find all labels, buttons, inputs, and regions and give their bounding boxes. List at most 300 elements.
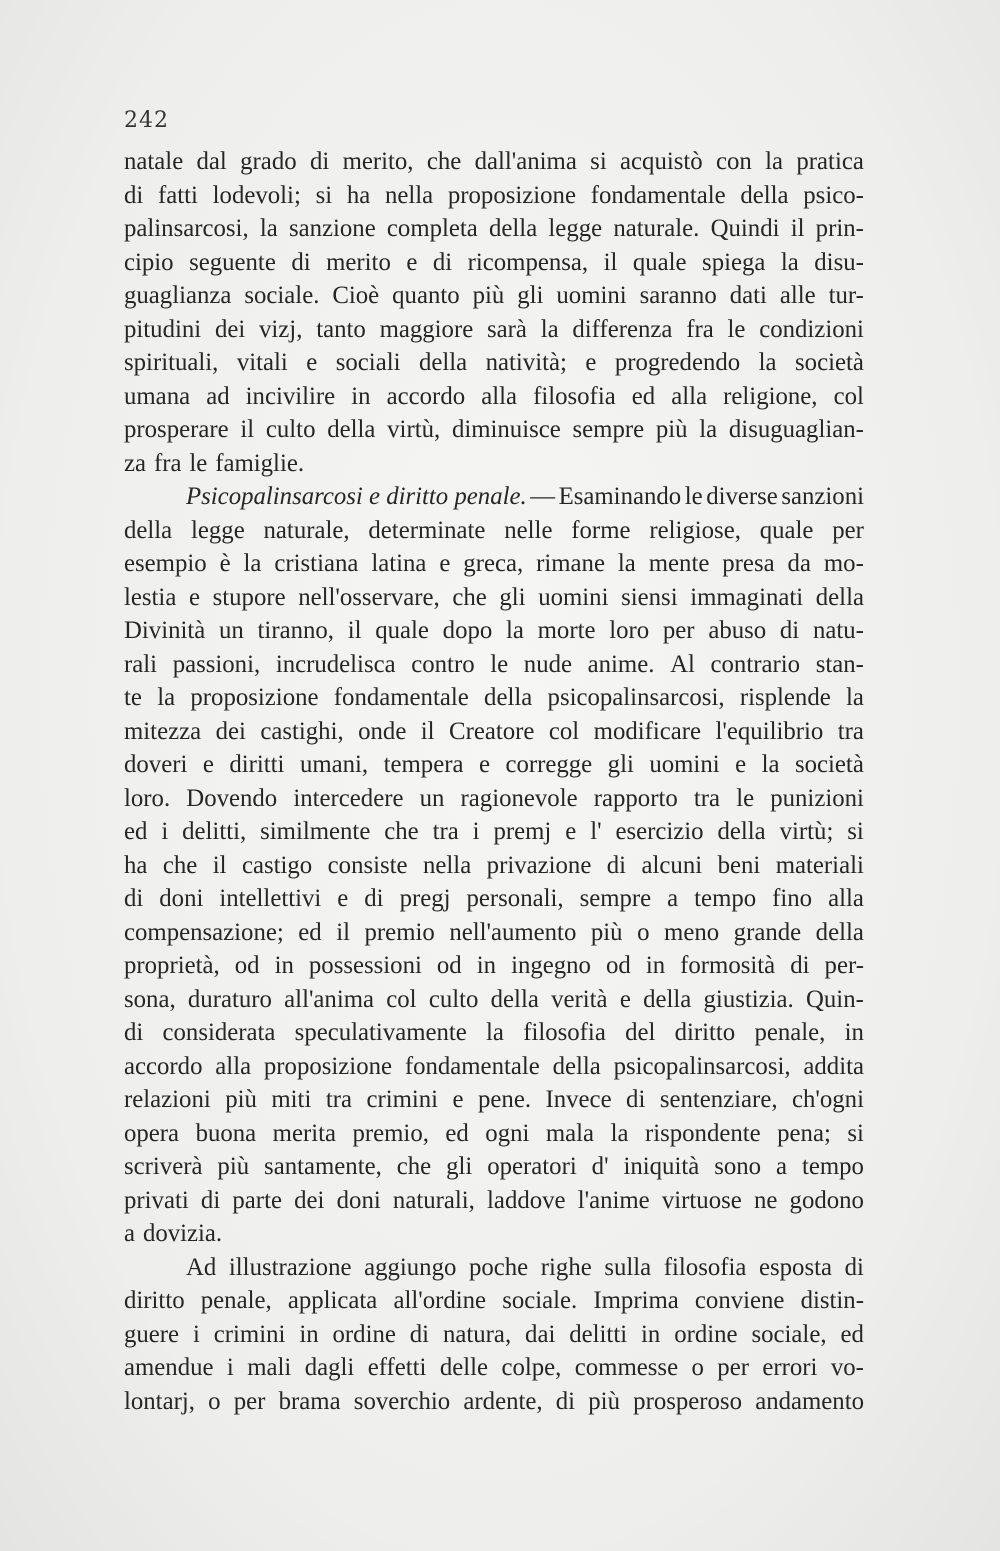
- word: l'anime: [577, 1186, 650, 1214]
- word: la: [540, 315, 559, 343]
- word: prin-: [815, 215, 864, 242]
- word: seguente: [189, 248, 276, 276]
- word: sanzione: [288, 215, 376, 242]
- word: alla: [215, 1052, 252, 1080]
- word: quale: [375, 617, 429, 644]
- word: delle: [439, 1354, 489, 1381]
- word: Ad: [186, 1253, 217, 1281]
- word: a: [775, 1153, 787, 1180]
- word: ricompensa,: [467, 248, 589, 276]
- word: privati: [124, 1186, 189, 1214]
- word: di: [291, 248, 311, 276]
- word: ardente,: [463, 1387, 543, 1415]
- word: od: [234, 952, 260, 979]
- word: Quin-: [806, 985, 864, 1013]
- word: della: [717, 818, 766, 845]
- word: tra: [693, 784, 721, 812]
- word: da: [787, 550, 811, 577]
- word: penale,: [754, 1019, 826, 1046]
- word: pregj: [399, 885, 451, 912]
- word: miti: [271, 1086, 312, 1113]
- word: mente: [648, 550, 710, 577]
- word: il: [603, 248, 618, 276]
- word: e: [478, 751, 490, 778]
- text-line: [124, 782, 864, 816]
- word: e: [565, 818, 577, 845]
- word: colpe,: [501, 1354, 562, 1381]
- word: di: [790, 952, 810, 979]
- word: illustrazione: [228, 1253, 352, 1281]
- word: sona,: [124, 985, 176, 1013]
- word: errori: [762, 1354, 818, 1381]
- word: dall'anima: [474, 148, 577, 175]
- word: naturale,: [263, 516, 350, 544]
- word: che: [426, 148, 462, 175]
- word: diritto: [674, 1019, 736, 1046]
- word: quanto: [392, 282, 460, 309]
- word: della: [815, 918, 864, 946]
- word: psicopalinsarcosi,: [613, 1052, 791, 1080]
- word: Divinità: [124, 617, 206, 644]
- word: diverse: [706, 483, 778, 510]
- word: famiglie.: [215, 449, 305, 477]
- word: il: [790, 215, 805, 242]
- word: privazione: [486, 851, 592, 879]
- word: più: [588, 1387, 620, 1415]
- word: godono: [789, 1186, 864, 1214]
- text-line: [124, 1016, 864, 1050]
- word: od: [605, 952, 631, 979]
- word: andamento: [755, 1387, 864, 1415]
- word: sulla: [604, 1253, 652, 1281]
- word: applicata: [287, 1287, 378, 1314]
- word: guaglianza: [124, 282, 232, 309]
- word: meno: [664, 918, 720, 946]
- word: greca,: [463, 550, 524, 577]
- word: dei: [214, 315, 246, 343]
- word: anime.: [587, 650, 655, 678]
- word: delitti: [569, 1320, 628, 1348]
- word: quale: [759, 516, 814, 544]
- word: uomini: [538, 583, 609, 611]
- word: consiste: [327, 851, 408, 879]
- word: della: [484, 684, 533, 711]
- word: corregge: [505, 751, 593, 778]
- word: compensazione;: [124, 918, 284, 946]
- word: sociali: [335, 349, 401, 376]
- word: e: [439, 550, 451, 577]
- word: gli: [517, 282, 544, 309]
- word: l'equilibrio: [715, 717, 824, 745]
- word: e: [585, 349, 597, 376]
- word: sanzioni: [781, 483, 864, 510]
- word: è: [219, 550, 231, 577]
- word: si: [847, 818, 864, 845]
- word: merita: [272, 1119, 336, 1147]
- word: duraturo: [187, 985, 272, 1013]
- word: distin-: [800, 1287, 864, 1314]
- word: sociale.: [502, 1287, 578, 1314]
- word: e: [202, 751, 214, 778]
- word: passioni,: [172, 650, 261, 678]
- word: fondamentale: [333, 684, 469, 711]
- text-line: [124, 882, 864, 916]
- word: in: [476, 952, 497, 979]
- word: ragionevole: [460, 784, 578, 812]
- word: che: [162, 851, 198, 879]
- word: pena;: [777, 1119, 831, 1147]
- word: le: [490, 650, 509, 678]
- word: di: [409, 1320, 430, 1348]
- word: la: [157, 684, 176, 711]
- word: la: [259, 215, 278, 242]
- text-line: [124, 648, 864, 682]
- text-line: [124, 480, 864, 514]
- word: doni: [159, 885, 204, 912]
- word: di: [555, 1387, 576, 1415]
- word: filosofia: [523, 1019, 606, 1046]
- word: per: [832, 516, 864, 544]
- word: righe: [540, 1253, 592, 1281]
- word: accordo: [124, 1052, 203, 1080]
- text-line: [124, 145, 864, 179]
- word: un: [219, 617, 244, 644]
- word: premj: [493, 818, 552, 845]
- word: dopo: [442, 617, 493, 644]
- word: Imprima: [593, 1287, 679, 1314]
- word: loro: [609, 617, 650, 644]
- word: prosperare: [124, 416, 229, 443]
- word: col: [833, 382, 864, 410]
- word: uomini: [556, 282, 627, 309]
- word: contro: [411, 650, 475, 678]
- text-line: [124, 1083, 864, 1117]
- word: e: [337, 885, 349, 912]
- word: tanto: [316, 315, 366, 343]
- word: e: [306, 349, 318, 376]
- word: religione,: [723, 382, 818, 410]
- word: spiega: [702, 248, 766, 276]
- word: progredendo: [614, 349, 741, 376]
- word: incrudelisca: [275, 650, 396, 678]
- word: proposizione: [447, 181, 576, 209]
- word: acquistò: [620, 148, 703, 175]
- word: dati: [729, 282, 767, 309]
- word: di: [432, 248, 453, 276]
- word: la: [765, 148, 784, 175]
- word: all'anima: [284, 985, 375, 1013]
- text-line: [124, 179, 864, 213]
- word: un: [419, 784, 445, 812]
- word: la: [610, 1119, 629, 1147]
- word: doveri: [124, 751, 188, 778]
- word: dei: [294, 1186, 325, 1214]
- word: di: [779, 617, 800, 644]
- word: te: [124, 684, 142, 711]
- word: rapporto: [593, 784, 678, 812]
- text-line: [124, 614, 864, 648]
- word: e: [735, 751, 747, 778]
- word: fatti: [158, 181, 198, 209]
- word: personali,: [466, 885, 564, 912]
- word: Quindi: [710, 215, 780, 242]
- word: relazioni: [124, 1086, 211, 1113]
- word: merito,: [342, 148, 414, 175]
- word: vizj,: [259, 315, 303, 343]
- text-line: [124, 1217, 864, 1251]
- word: esempio: [124, 550, 207, 577]
- word: per: [662, 617, 695, 644]
- word: legge: [191, 516, 245, 544]
- word: dagli: [304, 1354, 355, 1381]
- text-line: [124, 1385, 864, 1419]
- text-line: [124, 748, 864, 782]
- word: intellettivi: [219, 885, 322, 912]
- word: della: [327, 416, 376, 443]
- word: grande: [733, 918, 802, 946]
- page-number: 242: [124, 108, 169, 133]
- word: per: [233, 1387, 266, 1415]
- text-line: [124, 715, 864, 749]
- word: più: [655, 416, 688, 443]
- word: delitti,: [182, 818, 247, 845]
- word: sociale.: [244, 282, 320, 309]
- word: loro.: [124, 784, 171, 812]
- word: nelle: [504, 516, 553, 544]
- word: o: [691, 1354, 704, 1381]
- text-line: [124, 246, 864, 280]
- word: che: [396, 1153, 432, 1180]
- text-line: [124, 1351, 864, 1385]
- word: d': [591, 1153, 609, 1180]
- word: umana: [124, 382, 191, 410]
- word: castighi,: [260, 717, 344, 745]
- word: morte: [537, 617, 596, 644]
- word: opera: [124, 1119, 180, 1147]
- word: il: [240, 416, 255, 443]
- section-heading: Psicopalinsarcosi e diritto penale.: [186, 483, 527, 510]
- word: psicopalinsarcosi,: [547, 684, 725, 711]
- word: umani,: [299, 751, 369, 778]
- word: parte: [232, 1186, 282, 1214]
- text-line: [124, 1117, 864, 1151]
- word: le: [727, 315, 746, 343]
- word: fra: [686, 315, 714, 343]
- word: nella: [384, 181, 434, 209]
- word: la: [699, 416, 718, 443]
- word: fra: [153, 449, 182, 477]
- word: sarà: [487, 315, 527, 343]
- word: tempo: [694, 885, 757, 912]
- word: di: [124, 1019, 144, 1046]
- word: forme: [571, 516, 631, 544]
- word: brama: [278, 1387, 341, 1415]
- word: considerata: [162, 1019, 276, 1046]
- word: gli: [499, 583, 526, 611]
- word: fondamentale: [590, 181, 726, 209]
- text-line: [124, 413, 864, 447]
- word: crimini: [366, 1086, 439, 1113]
- word: di: [124, 885, 144, 912]
- word: società: [795, 349, 864, 376]
- word: beni: [717, 851, 761, 879]
- text-line: [124, 547, 864, 581]
- word: condizioni: [759, 315, 864, 343]
- word: alla: [671, 382, 708, 410]
- word: dal: [196, 148, 227, 175]
- word: alla: [828, 885, 864, 912]
- text-line: [124, 447, 864, 481]
- word: filosofia: [533, 382, 616, 410]
- word: tra: [432, 818, 459, 845]
- word: la: [761, 751, 780, 778]
- word: diritto: [124, 1287, 185, 1314]
- word: ch'ogni: [792, 1086, 864, 1113]
- text-line: [124, 1184, 864, 1218]
- word: mali: [247, 1354, 292, 1381]
- word: sociale,: [751, 1320, 827, 1348]
- word: mala: [545, 1119, 595, 1147]
- word: esposta: [759, 1253, 832, 1281]
- word: penale,: [200, 1287, 272, 1314]
- word: le: [736, 784, 755, 812]
- word: natività;: [485, 349, 567, 376]
- word: ne: [753, 1186, 778, 1214]
- word: in: [645, 952, 666, 979]
- word: pene.: [478, 1086, 532, 1113]
- text-line: [124, 581, 864, 615]
- word: si: [315, 181, 333, 209]
- word: ordine: [674, 1320, 738, 1348]
- word: cipio: [124, 248, 174, 276]
- text-line: [124, 815, 864, 849]
- word: la: [243, 550, 262, 577]
- word: lontarj,: [124, 1387, 195, 1415]
- word: di: [844, 1253, 864, 1281]
- word: virtuose: [661, 1186, 742, 1214]
- text-line: [124, 916, 864, 950]
- word: abuso: [708, 617, 767, 644]
- word: Cioè: [332, 282, 380, 309]
- word: addita: [803, 1052, 864, 1080]
- word: disuguaglian-: [728, 416, 864, 443]
- word: di: [309, 148, 330, 175]
- word: punizioni: [770, 784, 864, 812]
- word: naturali,: [392, 1186, 475, 1214]
- text-line: [124, 949, 864, 983]
- word: con: [716, 148, 752, 175]
- word: —: [530, 483, 556, 510]
- word: contrario: [710, 650, 801, 678]
- word: filosofia: [663, 1253, 747, 1281]
- word: si: [590, 148, 607, 175]
- word: e: [188, 583, 200, 611]
- word: disu-: [814, 248, 864, 276]
- word: della: [418, 349, 468, 376]
- word: gli: [607, 751, 634, 778]
- word: in: [274, 952, 294, 979]
- word: presa: [722, 550, 775, 577]
- text-line: [124, 514, 864, 548]
- word: saranno: [639, 282, 717, 309]
- word: tempo: [801, 1153, 864, 1180]
- word: il: [336, 918, 350, 946]
- word: possessioni: [308, 952, 422, 979]
- word: la: [617, 550, 636, 577]
- word: culto: [428, 985, 479, 1013]
- word: siensi: [621, 583, 678, 611]
- word: della: [643, 985, 692, 1013]
- word: rali: [124, 650, 158, 678]
- word: lestia: [124, 583, 177, 611]
- word: ed: [840, 1320, 864, 1348]
- word: soverchio: [353, 1387, 451, 1415]
- word: differenza: [572, 315, 673, 343]
- word: similmente: [260, 818, 371, 845]
- word: effetti: [367, 1354, 427, 1381]
- word: Invece: [545, 1086, 612, 1113]
- word: buona: [195, 1119, 257, 1147]
- word: le: [684, 483, 703, 510]
- word: accordo: [386, 382, 466, 410]
- text-line: [124, 313, 864, 347]
- word: il: [420, 717, 435, 745]
- word: la: [506, 617, 524, 644]
- word: santamente,: [264, 1153, 382, 1180]
- word: guere: [124, 1320, 180, 1348]
- word: castigo: [241, 851, 313, 879]
- word: o: [208, 1387, 221, 1415]
- word: natale: [124, 148, 184, 175]
- word: a: [124, 1220, 136, 1247]
- word: pratica: [796, 148, 864, 175]
- word: o: [637, 918, 650, 946]
- word: i: [226, 1354, 234, 1381]
- word: ad: [206, 382, 230, 410]
- word: uomini: [649, 751, 720, 778]
- word: della: [489, 215, 538, 242]
- word: intercedere: [293, 784, 404, 812]
- text-line: [124, 346, 864, 380]
- body-text: [124, 145, 864, 1418]
- word: tra: [325, 1086, 352, 1113]
- word: lodevoli;: [212, 181, 301, 209]
- word: tiranno,: [257, 617, 334, 644]
- word: mo-: [823, 550, 864, 577]
- text-line: [124, 1150, 864, 1184]
- word: fondamentale: [404, 1052, 540, 1080]
- word: sempre: [579, 885, 652, 912]
- word: la: [846, 684, 864, 711]
- word: scriverà: [124, 1153, 203, 1180]
- word: all'ordine: [393, 1287, 487, 1314]
- word: società: [794, 751, 864, 778]
- word: a: [667, 885, 679, 912]
- word: commesse: [574, 1354, 679, 1381]
- text-line: [124, 681, 864, 715]
- word: della: [124, 516, 173, 544]
- text-line: [124, 1318, 864, 1352]
- text-line: [124, 380, 864, 414]
- word: la: [780, 248, 799, 276]
- word: ed: [445, 1119, 469, 1147]
- word: più: [590, 918, 623, 946]
- word: natu-: [812, 617, 864, 644]
- word: od: [436, 952, 462, 979]
- word: dei: [215, 717, 246, 745]
- word: in: [641, 1320, 661, 1348]
- word: di: [200, 1186, 221, 1214]
